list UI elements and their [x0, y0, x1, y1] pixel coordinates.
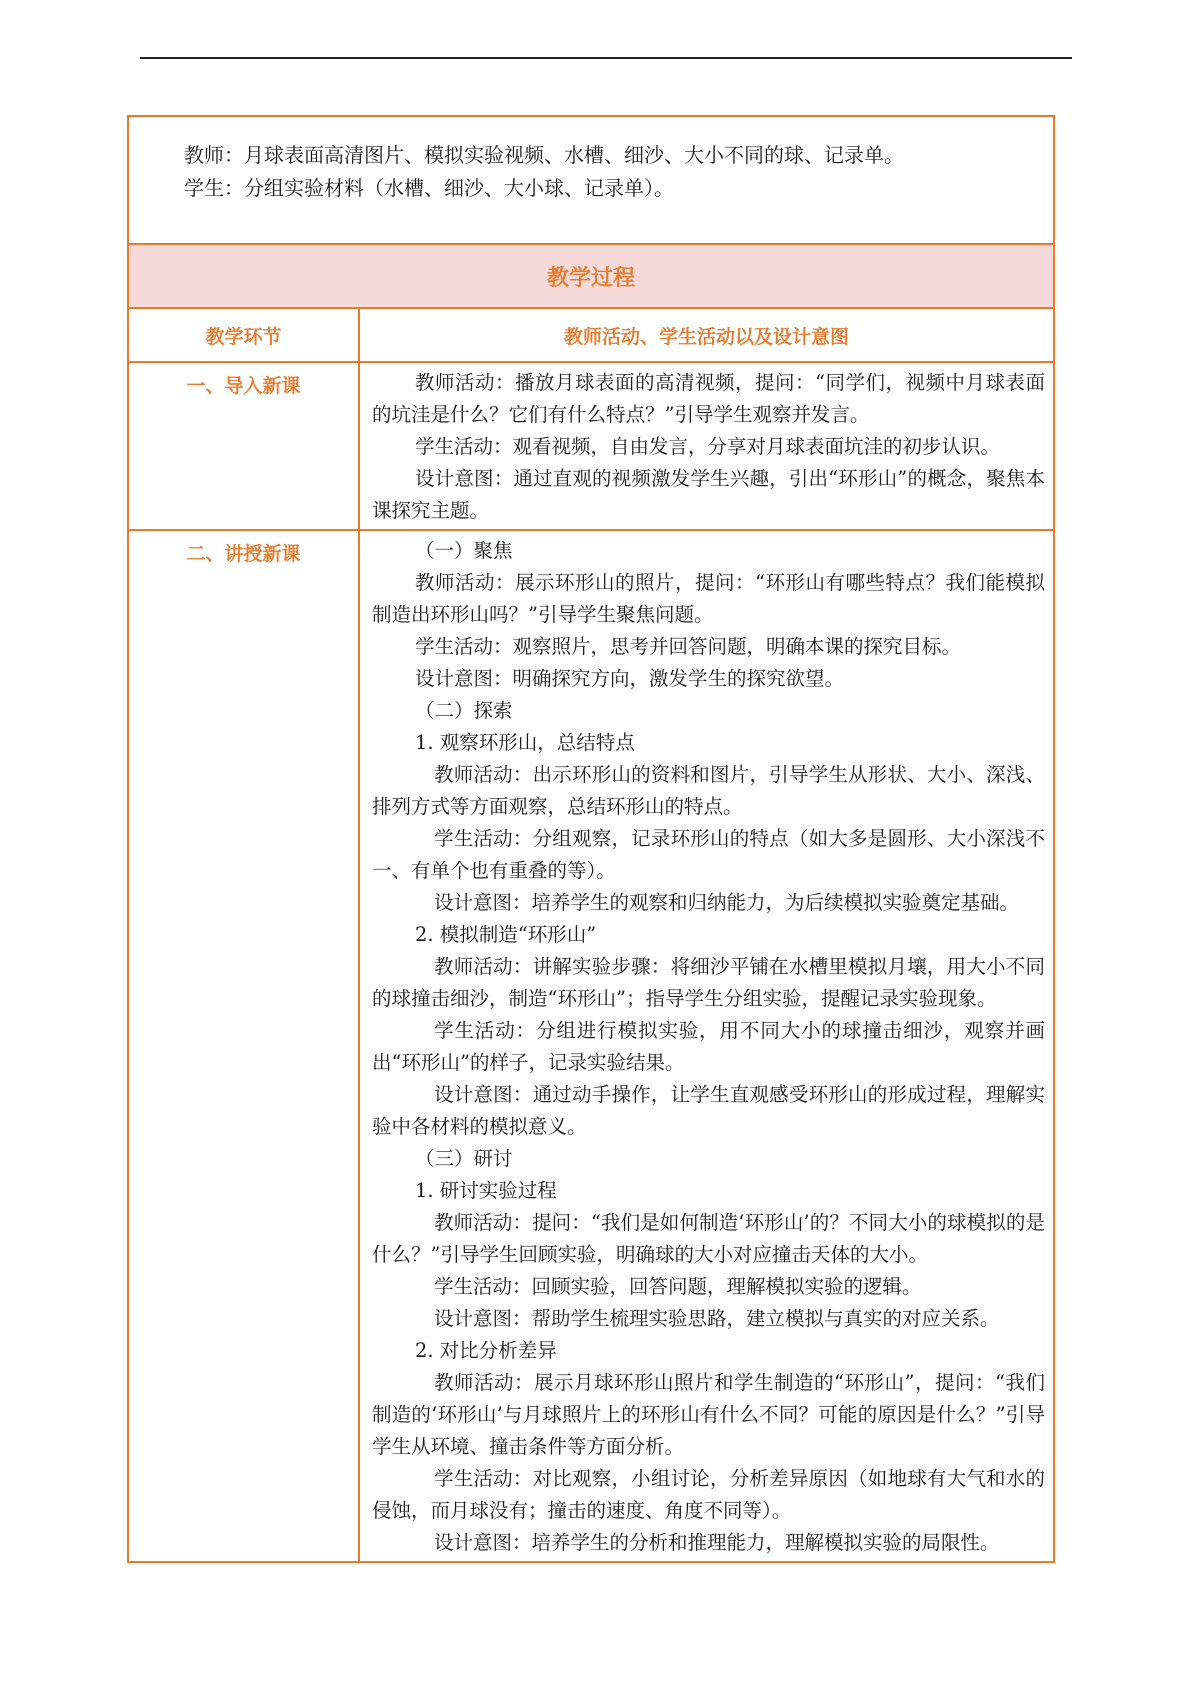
activity-column-title: 教师活动、学生活动以及设计意图	[563, 325, 849, 348]
discuss-step2-teacher: 教师活动：展示月球环形山照片和学生制造的“环形山”，提问：“我们制造的‘环形山’与月球照片上的环形山有什么不同？可能的原因是什么？”引导学生从环境、撞击条件等方面分析。	[372, 1371, 1045, 1458]
explore-step2-teacher: 教师活动：讲解实验步骤：将细沙平铺在水槽里模拟月壤，用大小不同的球撞击细沙，制造“环形山”；指导学生分组实验，提醒记录实验现象。	[372, 955, 1045, 1010]
discuss-step1-title: 1. 研讨实验过程	[415, 1179, 557, 1202]
intro-teacher-activity: 教师活动：播放月球表面的高清视频，提问：“同学们，视频中月球表面的坑洼是什么？它们有什么特点？”引导学生观察并发言。	[372, 371, 1045, 426]
discuss-step2-student: 学生活动：对比观察，小组讨论，分析差异原因（如地球有大气和水的侵蚀，而月球没有；撞击的速度、角度不同等）。	[372, 1467, 1045, 1522]
teacher-materials: 教师：月球表面高清图片、模拟实验视频、水槽、细沙、大小不同的球、记录单。	[184, 143, 904, 167]
explore-step2-intent: 设计意图：通过动手操作，让学生直观感受环形山的形成过程，理解实验中各材料的模拟意义。	[372, 1083, 1045, 1138]
explore-step1-student: 学生活动：分组观察，记录环形山的特点（如大多是圆形、大小深浅不一、有单个也有重叠的等）。	[372, 827, 1045, 882]
content-cell-new-lesson	[359, 530, 1054, 1562]
discuss-step2-intent: 设计意图：培养学生的分析和推理能力，理解模拟实验的局限性。	[434, 1531, 1000, 1554]
discuss-step1-student: 学生活动：回顾实验，回答问题，理解模拟实验的逻辑。	[434, 1275, 922, 1298]
stage-row-new-lesson	[128, 530, 1054, 1562]
intro-student-activity: 学生活动：观看视频，自由发言，分享对月球表面坑洼的初步认识。	[415, 435, 1001, 458]
explore-step2-title: 2. 模拟制造“环形山”	[415, 923, 597, 946]
stage-name-new-lesson: 二、讲授新课	[186, 543, 301, 565]
stage-row-intro	[128, 362, 1054, 530]
activity-column-header	[359, 308, 1054, 362]
section-header-cell	[128, 244, 1054, 308]
focus-design-intent: 设计意图：明确探究方向，激发学生的探究欲望。	[415, 667, 845, 690]
section-row	[128, 244, 1054, 308]
focus-heading: （一）聚焦	[415, 539, 513, 562]
content-cell-intro	[359, 362, 1054, 530]
explore-step1-title: 1. 观察环形山，总结特点	[415, 731, 635, 754]
stage-cell-intro	[128, 362, 359, 530]
discuss-step2-title: 2. 对比分析差异	[415, 1339, 557, 1362]
prep-cell	[128, 116, 1054, 244]
stage-name-intro: 一、导入新课	[186, 375, 301, 397]
lesson-plan-table	[127, 115, 1055, 1563]
stage-column-header	[128, 308, 359, 362]
stage-cell-new-lesson	[128, 530, 359, 1562]
student-materials: 学生：分组实验材料（水槽、细沙、大小球、记录单）。	[184, 176, 674, 200]
section-title: 教学过程	[546, 265, 635, 291]
stage-column-title: 教学环节	[205, 325, 282, 348]
discuss-step1-intent: 设计意图：帮助学生梳理实验思路，建立模拟与真实的对应关系。	[434, 1307, 1000, 1330]
explore-heading: （二）探索	[415, 699, 513, 722]
intro-design-intent: 设计意图：通过直观的视频激发学生兴趣，引出“环形山”的概念，聚焦本课探究主题。	[372, 467, 1045, 522]
explore-step2-student: 学生活动：分组进行模拟实验，用不同大小的球撞击细沙，观察并画出“环形山”的样子，记录实验结果。	[372, 1019, 1045, 1074]
header-rule	[140, 57, 1072, 59]
prep-row	[128, 116, 1054, 244]
explore-step1-teacher: 教师活动：出示环形山的资料和图片，引导学生从形状、大小、深浅、排列方式等方面观察，总结环形山的特点。	[372, 763, 1045, 818]
discuss-step1-teacher: 教师活动：提问：“我们是如何制造‘环形山’的？不同大小的球模拟的是什么？”引导学生回顾实验，明确球的大小对应撞击天体的大小。	[372, 1211, 1045, 1266]
discuss-heading: （三）研讨	[415, 1147, 513, 1170]
focus-student-activity: 学生活动：观察照片，思考并回答问题，明确本课的探究目标。	[415, 635, 962, 658]
column-header-row	[128, 308, 1054, 362]
explore-step1-intent: 设计意图：培养学生的观察和归纳能力，为后续模拟实验奠定基础。	[434, 891, 1020, 914]
focus-teacher-activity: 教师活动：展示环形山的照片，提问：“环形山有哪些特点？我们能模拟制造出环形山吗？”引导学生聚焦问题。	[372, 571, 1045, 626]
